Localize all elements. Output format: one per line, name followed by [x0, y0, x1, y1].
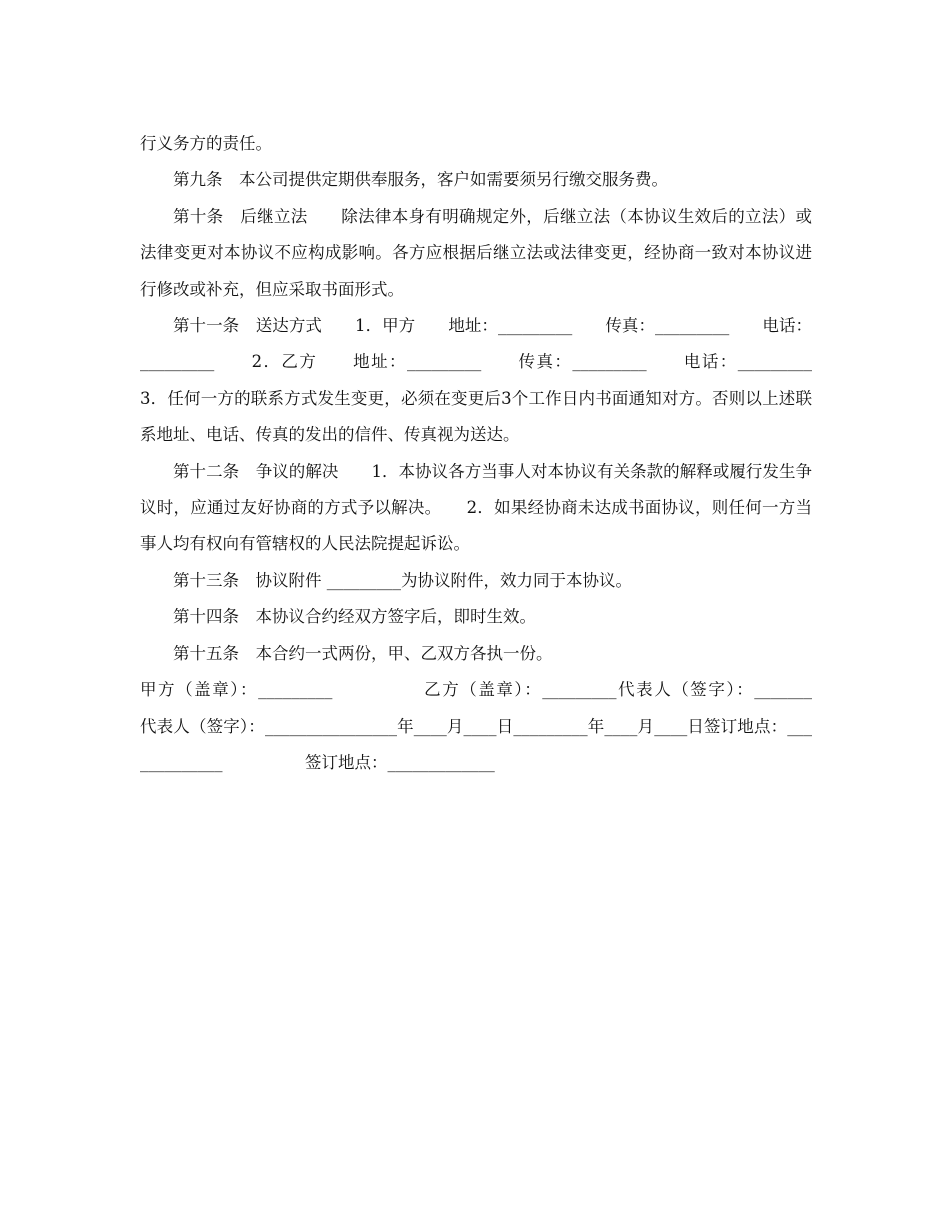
article-9: 第九条 本公司提供定期供奉服务，客户如需要须另行缴交服务费。: [173, 170, 668, 190]
article-14: 第十四条 本协议合约经双方签字后，即时生效。: [173, 607, 536, 627]
article-11: 第十一条 送达方式 1．甲方 地址：_________ 传真：_________ 电话：_________ 2．乙方 地址：_________ 传真：_________ 电话：_________ 3．任何一方的联系方式发生变更，必须在变更后3个工作日内书面通知对方。否则以上述联系地址、电话、传真的发出的信件、传真视为送达。: [140, 316, 845, 445]
article-10: 第十条 后继立法 除法律本身有明确规定外，后继立法（本协议生效后的立法）或法律变更对本协议不应构成影响。各方应根据后继立法或法律变更，经协商一致对本协议进行修改或补充，但应采取书面形式。: [140, 206, 812, 299]
signature-block: 甲方（盖章）：_________ 乙方（盖章）：_________代表人（签字）：_______ 代表人（签字）：________________年____月____日_________年____月____日签订地点：_____________ 签订地点：_____________: [140, 680, 895, 772]
article-13: 第十三条 协议附件 _________为协议附件，效力同于本协议。: [173, 570, 632, 590]
contract-body: [140, 126, 895, 781]
paragraph-continuation: 行义务方的责任。: [140, 134, 272, 153]
article-12: 第十二条 争议的解决 1．本协议各方当事人对本协议有关条款的解释或履行发生争议时，应通过友好协商的方式予以解决。 2．如果经协商未达成书面协议，则任何一方当事人均有权向有管辖权的人民法院提起诉讼。: [140, 461, 812, 554]
article-15: 第十五条 本合约一式两份，甲、乙双方各执一份。: [173, 643, 553, 663]
